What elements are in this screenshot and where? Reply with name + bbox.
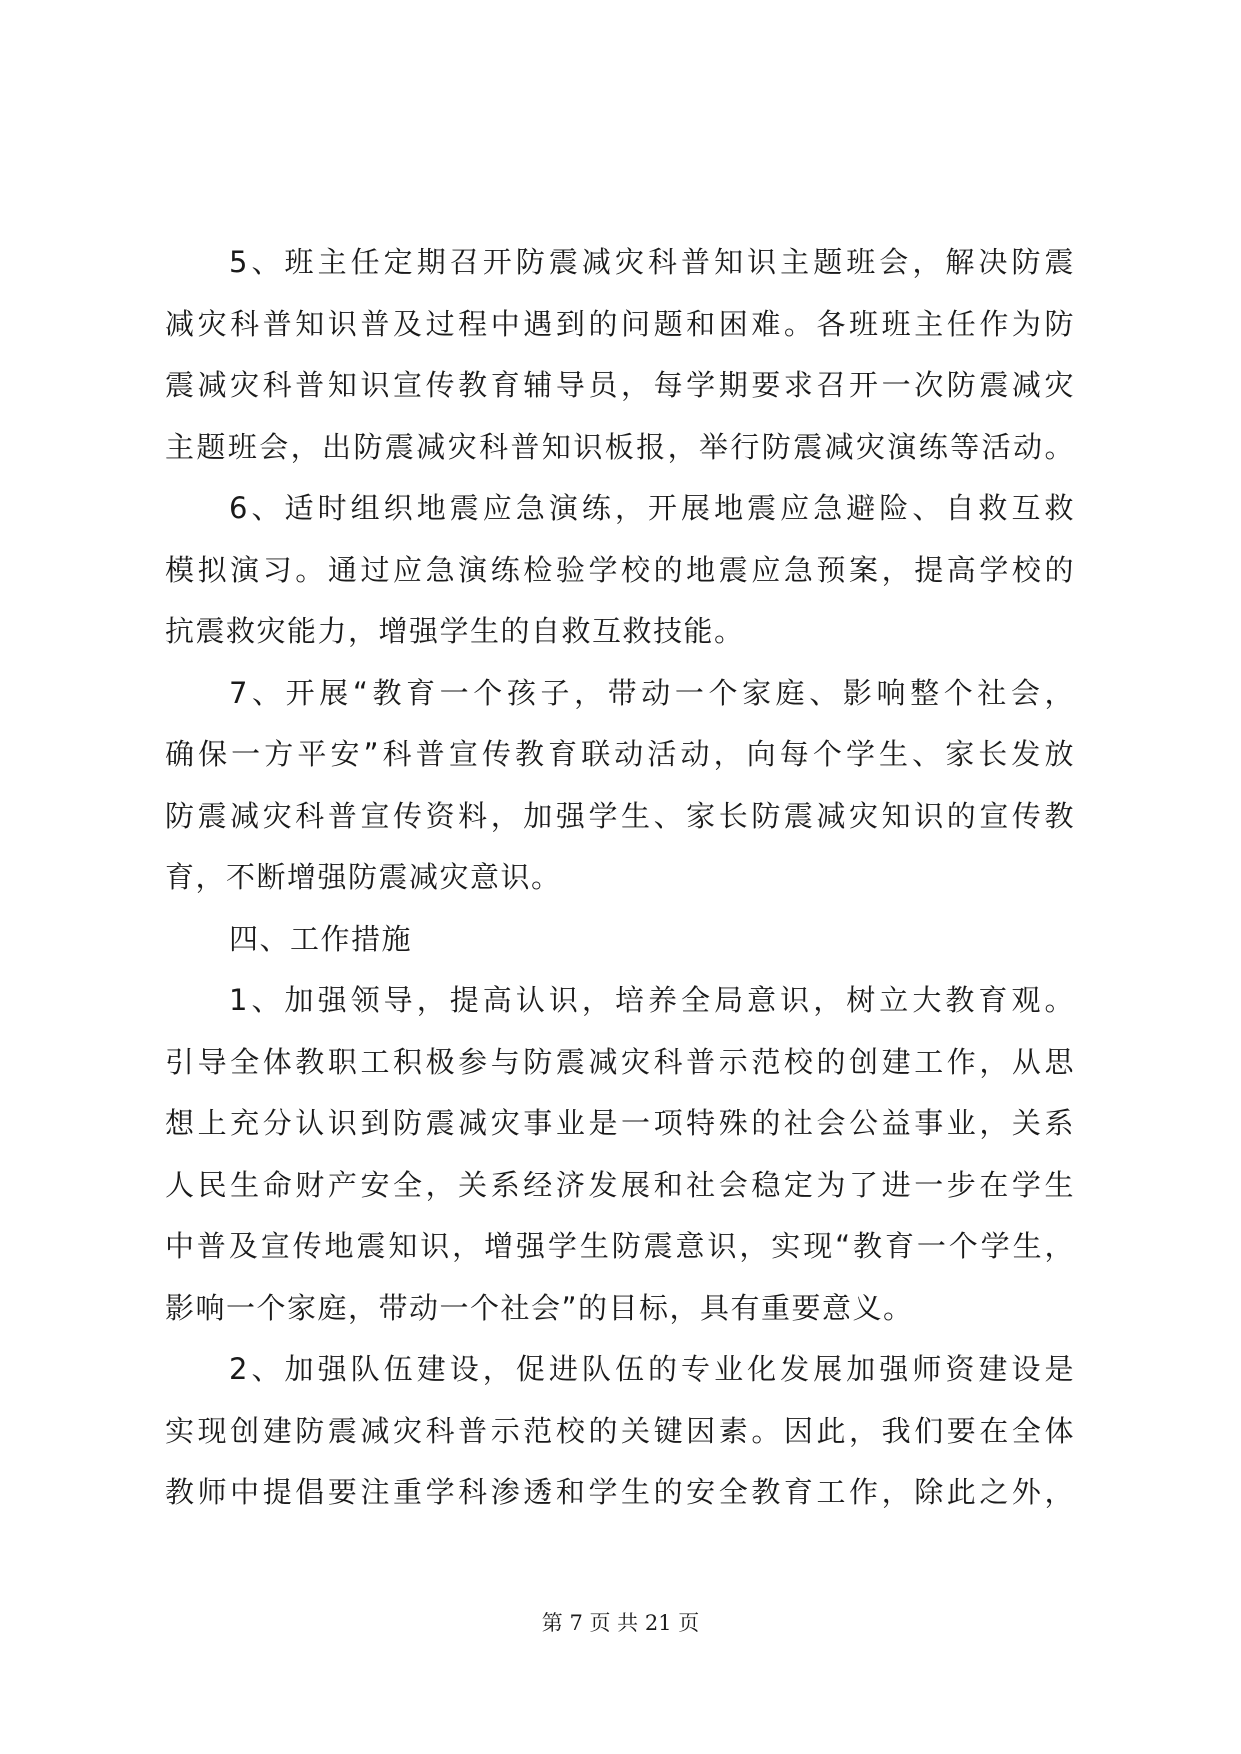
text-line: 6、适时组织地震应急演练，开展地震应急避险、自救互救 (229, 491, 1075, 525)
text-line: 抗震救灾能力，增强学生的自救互救技能。 (165, 614, 745, 648)
text-line: 主题班会，出防震减灾科普知识板报，举行防震减灾演练等活动。 (165, 429, 1075, 464)
text-line: 中普及宣传地震知识，增强学生防震意识，实现“教育一个学生， (165, 1229, 1075, 1263)
text-line: 引导全体教职工积极参与防震减灾科普示范校的创建工作，从思 (165, 1044, 1075, 1079)
section-heading: 四、工作措施 (229, 921, 413, 956)
text-line: 2、加强队伍建设，促进队伍的专业化发展加强师资建设是 (229, 1352, 1075, 1386)
text-line: 防震减灾科普宣传资料，加强学生、家长防震减灾知识的宣传教 (165, 798, 1075, 833)
text-line: 减灾科普知识普及过程中遇到的问题和困难。各班班主任作为防 (165, 306, 1075, 341)
text-line: 1、加强领导，提高认识，培养全局意识，树立大教育观。 (229, 983, 1075, 1017)
text-line: 模拟演习。通过应急演练检验学校的地震应急预案，提高学校的 (165, 552, 1075, 587)
text-line: 5、班主任定期召开防震减灾科普知识主题班会，解决防震 (229, 245, 1075, 279)
text-line: 震减灾科普知识宣传教育辅导员，每学期要求召开一次防震减灾 (165, 368, 1075, 402)
document-body (165, 232, 1075, 1524)
text-line: 育，不断增强防震减灾意识。 (165, 860, 562, 894)
text-line: 影响一个家庭，带动一个社会”的目标，具有重要意义。 (165, 1290, 914, 1325)
text-line: 教师中提倡要注重学科渗透和学生的安全教育工作，除此之外， (165, 1475, 1075, 1509)
text-line: 人民生命财产安全，关系经济发展和社会稳定为了进一步在学生 (165, 1167, 1075, 1202)
text-line: 实现创建防震减灾科普示范校的关键因素。因此，我们要在全体 (165, 1413, 1075, 1448)
text-line: 确保一方平安”科普宣传教育联动活动，向每个学生、家长发放 (165, 737, 1075, 771)
page-number-footer: 第 7 页 共 21 页 (541, 1611, 700, 1635)
text-line: 想上充分认识到防震减灾事业是一项特殊的社会公益事业，关系 (165, 1106, 1075, 1140)
text-line: 7、开展“教育一个孩子，带动一个家庭、影响整个社会， (229, 675, 1075, 710)
